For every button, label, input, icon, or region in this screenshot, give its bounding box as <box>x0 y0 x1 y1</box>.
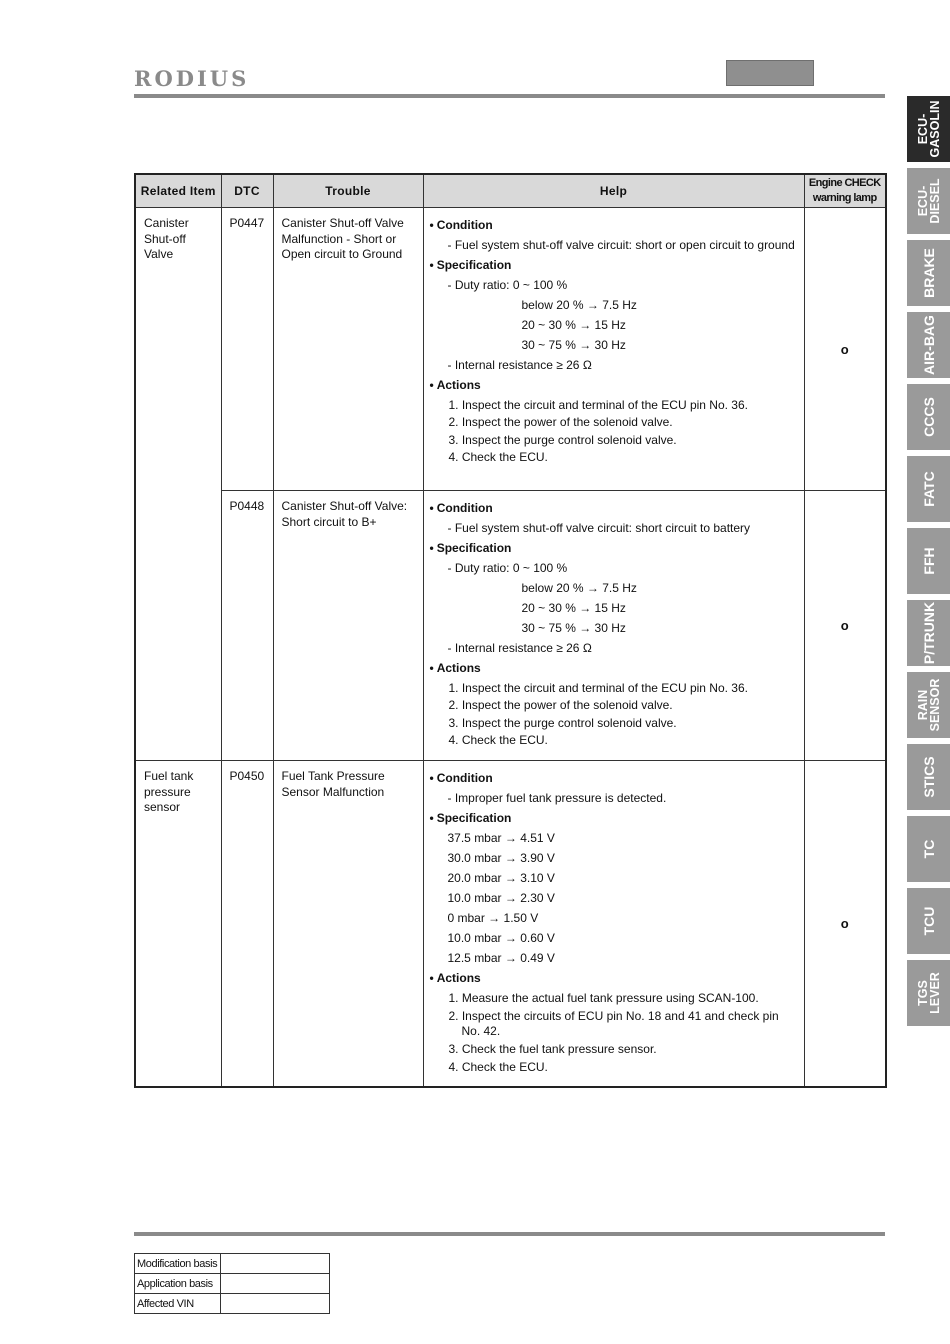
related-item-cell: Canister Shut-off Valve <box>135 208 221 761</box>
side-tab-brake[interactable]: BRAKE <box>907 240 950 306</box>
condition-text: - Fuel system shut-off valve circuit: short circuit to battery <box>447 521 751 535</box>
action-item: 4. Check the ECU. <box>448 733 548 747</box>
side-tab-tcu[interactable]: TCU <box>907 888 950 954</box>
side-tab-rain-sensor[interactable]: RAIN SENSOR <box>907 672 950 738</box>
duty-ratio: - Duty ratio: 0 ~ 100 % <box>447 561 568 575</box>
side-tab-cccs[interactable]: CCCS <box>907 384 950 450</box>
condition-text: - Improper fuel tank pressure is detected. <box>447 791 667 805</box>
help-cell <box>423 491 804 761</box>
table-row <box>135 1274 330 1294</box>
revision-label: Application basis <box>135 1274 221 1294</box>
dtc-table <box>134 173 887 1088</box>
header-section-box <box>726 60 814 86</box>
revision-value <box>221 1274 330 1294</box>
dtc-cell: P0448 <box>221 491 273 761</box>
related-item-cell: Fuel tank pressure sensor <box>135 761 221 1087</box>
header-engine-check-lamp: Engine CHECK warning lamp <box>804 174 886 208</box>
header-trouble: Trouble <box>273 174 423 208</box>
action-item: 3. Inspect the purge control solenoid valve. <box>448 432 677 447</box>
condition-heading: • Condition <box>430 215 798 235</box>
header-related-item: Related Item <box>135 174 221 208</box>
actions-heading: • Actions <box>430 658 798 678</box>
spec-value: 12.5 mbar → 0.49 V <box>447 951 555 965</box>
spec-value: 10.0 mbar → 0.60 V <box>447 931 555 945</box>
action-item: 4. Check the ECU. <box>448 1060 548 1074</box>
side-tab-tgs-lever[interactable]: TGS LEVER <box>907 960 950 1026</box>
warning-lamp-mark: o <box>804 761 886 1087</box>
condition-heading: • Condition <box>430 768 798 788</box>
side-tab-stics[interactable]: STICS <box>907 744 950 810</box>
help-cell <box>423 208 804 491</box>
action-item: 1. Measure the actual fuel tank pressure using SCAN-100. <box>448 991 759 1005</box>
specification-heading: • Specification <box>430 255 798 275</box>
spec-value: 30 ~ 75 % → 30 Hz <box>521 338 626 352</box>
spec-value: 30 ~ 75 % → 30 Hz <box>521 621 626 635</box>
spec-value: 20.0 mbar → 3.10 V <box>447 871 555 885</box>
side-tab-ecu-gasolin[interactable]: ECU- GASOLIN <box>907 96 950 162</box>
table-row <box>135 208 886 491</box>
dtc-cell: P0450 <box>221 761 273 1087</box>
side-tab-ecu-diesel[interactable]: ECU- DIESEL <box>907 168 950 234</box>
spec-value: below 20 % → 7.5 Hz <box>521 581 637 595</box>
side-tab-air-bag[interactable]: AIR-BAG <box>907 312 950 378</box>
header-rule <box>134 94 885 98</box>
action-item: 1. Inspect the circuit and terminal of the ECU pin No. 36. <box>448 680 748 695</box>
revision-table <box>134 1253 330 1314</box>
actions-heading: • Actions <box>430 968 798 988</box>
warning-lamp-mark: o <box>804 208 886 491</box>
table-row <box>135 1294 330 1314</box>
action-item: 2. Inspect the circuits of ECU pin No. 18 and 41 and check pin No. 42. <box>448 1009 779 1038</box>
action-item: 2. Inspect the power of the solenoid valve. <box>448 698 673 712</box>
spec-value: 37.5 mbar → 4.51 V <box>447 831 555 845</box>
specification-heading: • Specification <box>430 808 798 828</box>
specification-heading: • Specification <box>430 538 798 558</box>
table-row <box>135 1254 330 1274</box>
spec-value: 20 ~ 30 % → 15 Hz <box>521 601 626 615</box>
revision-value <box>221 1254 330 1274</box>
spec-value: 20 ~ 30 % → 15 Hz <box>521 318 626 332</box>
trouble-cell: Canister Shut-off Valve Malfunction - Short or Open circuit to Ground <box>273 208 423 491</box>
actions-heading: • Actions <box>430 375 798 395</box>
action-item: 3. Inspect the purge control solenoid valve. <box>448 715 677 730</box>
dtc-cell: P0447 <box>221 208 273 491</box>
side-tab-fatc[interactable]: FATC <box>907 456 950 522</box>
spec-value: 0 mbar → 1.50 V <box>447 911 539 925</box>
spec-value: 30.0 mbar → 3.90 V <box>447 851 555 865</box>
side-tab-p-trunk[interactable]: P/TRUNK <box>907 600 950 666</box>
header-dtc: DTC <box>221 174 273 208</box>
condition-heading: • Condition <box>430 498 798 518</box>
trouble-cell: Canister Shut-off Valve: Short circuit to B+ <box>273 491 423 761</box>
action-item: 4. Check the ECU. <box>448 450 548 464</box>
spec-value: 10.0 mbar → 2.30 V <box>447 891 555 905</box>
revision-label: Affected VIN <box>135 1294 221 1314</box>
duty-ratio: - Duty ratio: 0 ~ 100 % <box>447 278 568 292</box>
trouble-cell: Fuel Tank Pressure Sensor Malfunction <box>273 761 423 1087</box>
table-header-row <box>135 174 886 208</box>
side-tab-tc[interactable]: TC <box>907 816 950 882</box>
condition-text: - Fuel system shut-off valve circuit: short or open circuit to ground <box>447 238 795 252</box>
brand-logo: RODIUS <box>134 66 250 91</box>
spec-value: below 20 % → 7.5 Hz <box>521 298 637 312</box>
internal-resistance: - Internal resistance ≥ 26 Ω <box>447 358 592 372</box>
footer-rule <box>134 1232 885 1236</box>
table-row <box>135 761 886 1087</box>
internal-resistance: - Internal resistance ≥ 26 Ω <box>447 641 592 655</box>
header-help: Help <box>423 174 804 208</box>
revision-label: Modification basis <box>135 1254 221 1274</box>
action-item: 1. Inspect the circuit and terminal of the ECU pin No. 36. <box>448 397 748 412</box>
side-tab-ffh[interactable]: FFH <box>907 528 950 594</box>
action-item: 2. Inspect the power of the solenoid valve. <box>448 415 673 429</box>
warning-lamp-mark: o <box>804 491 886 761</box>
table-row <box>135 491 886 761</box>
action-item: 3. Check the fuel tank pressure sensor. <box>448 1042 657 1056</box>
help-cell <box>423 761 804 1087</box>
revision-value <box>221 1294 330 1314</box>
